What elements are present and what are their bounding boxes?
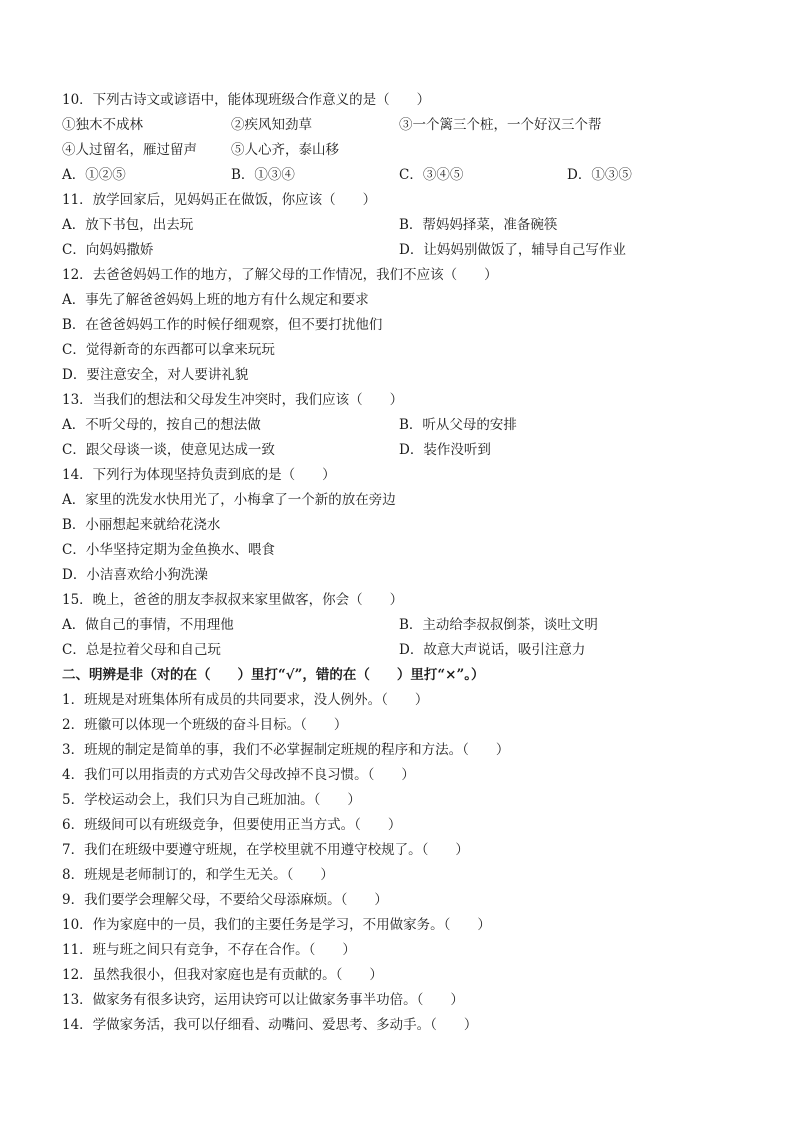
section-2-title: 二、明辨是非（对的在（ ）里打“√”，错的在（ ）里打“×”。） (62, 667, 485, 683)
question-14-stem: 14．下列行为体现坚持负责到底的是（ ） (62, 467, 336, 483)
tf-item-8: 8．班规是老师制订的，和学生无关。（ ） (62, 867, 334, 883)
question-12-option-b: B．在爸爸妈妈工作的时候仔细观察，但不要打扰他们 (62, 317, 383, 333)
tf-item-3: 3．班规的制定是简单的事，我们不必掌握制定班规的程序和方法。（ ） (62, 742, 510, 758)
question-10-option-d: D．①③⑤ (567, 167, 632, 183)
question-14-option-d: D．小洁喜欢给小狗洗澡 (62, 567, 208, 583)
question-10-items-row-1 (62, 113, 742, 138)
question-10-item-4: ④人过留名，雁过留声 (62, 142, 197, 158)
tf-item-9: 9．我们要学会理解父母，不要给父母添麻烦。（ ） (62, 892, 388, 908)
question-15-option-a: A．做自己的事情，不用理他 (62, 617, 234, 633)
question-10-item-1: ①独木不成林 (62, 117, 143, 133)
tf-item-13: 13．做家务有很多诀窍，运用诀窍可以让做家务事半功倍。（ ） (62, 992, 464, 1008)
tf-item-6: 6．班级间可以有班级竞争，但要使用正当方式。（ ） (62, 817, 402, 833)
tf-item-7: 7．我们在班级中要遵守班规，在学校里就不用遵守校规了。（ ） (62, 842, 469, 858)
question-13-option-d: D．装作没听到 (399, 442, 491, 458)
question-11-option-a: A．放下书包，出去玩 (62, 217, 194, 233)
question-12-option-c: C．觉得新奇的东西都可以拿来玩玩 (62, 342, 275, 358)
question-11-option-d: D．让妈妈别做饭了，辅导自己写作业 (399, 242, 626, 258)
question-12-option-a: A．事先了解爸爸妈妈上班的地方有什么规定和要求 (62, 292, 369, 308)
question-13-options-row-1 (62, 413, 742, 438)
tf-item-12: 12．虽然我很小，但我对家庭也是有贡献的。（ ） (62, 967, 383, 983)
question-15-options-row-1 (62, 613, 742, 638)
tf-item-4: 4．我们可以用指责的方式劝告父母改掉不良习惯。（ ） (62, 767, 415, 783)
question-14-option-b: B．小丽想起来就给花浇水 (62, 517, 221, 533)
question-15-stem: 15．晚上，爸爸的朋友李叔叔来家里做客，你会（ ） (62, 592, 404, 608)
question-10-option-b: B．①③④ (231, 167, 295, 183)
question-11-stem: 11．放学回家后，见妈妈正在做饭，你应该（ ） (62, 192, 377, 208)
tf-item-14: 14．学做家务活，我可以仔细看、动嘴问、爱思考、多动手。（ ） (62, 1017, 478, 1033)
tf-item-11: 11．班与班之间只有竞争，不存在合作。（ ） (62, 942, 356, 958)
question-13-option-c: C．跟父母谈一谈，使意见达成一致 (62, 442, 275, 458)
question-11-option-b: B．帮妈妈择菜，准备碗筷 (399, 217, 558, 233)
question-10-options (62, 163, 742, 188)
question-12-stem: 12．去爸爸妈妈工作的地方，了解父母的工作情况，我们不应该（ ） (62, 267, 498, 283)
question-10-stem: 10．下列古诗文或谚语中，能体现班级合作意义的是（ ） (62, 92, 431, 108)
question-11-options-row-1 (62, 213, 742, 238)
worksheet-page (62, 88, 742, 1038)
question-10-option-a: A．①②⑤ (62, 167, 126, 183)
question-11-option-c: C．向妈妈撒娇 (62, 242, 154, 258)
question-11-options-row-2 (62, 238, 742, 263)
question-15-option-b: B．主动给李叔叔倒茶，谈吐文明 (399, 617, 598, 633)
question-10-item-3: ③一个篱三个桩，一个好汉三个帮 (399, 117, 602, 133)
question-12-option-d: D．要注意安全，对人要讲礼貌 (62, 367, 249, 383)
question-10-option-c: C．③④⑤ (399, 167, 464, 183)
tf-item-10: 10．作为家庭中的一员，我们的主要任务是学习，不用做家务。（ ） (62, 917, 491, 933)
question-15-options-row-2 (62, 638, 742, 663)
question-14-option-a: A．家里的洗发水快用光了，小梅拿了一个新的放在旁边 (62, 492, 396, 508)
question-10-item-2: ②疾风知劲草 (231, 117, 312, 133)
question-13-option-b: B．听从父母的安排 (399, 417, 517, 433)
question-14-option-c: C．小华坚持定期为金鱼换水、喂食 (62, 542, 275, 558)
question-15-option-d: D．故意大声说话，吸引注意力 (399, 642, 586, 658)
question-10-item-5: ⑤人心齐，泰山移 (231, 142, 339, 158)
question-13-option-a: A．不听父母的，按自己的想法做 (62, 417, 261, 433)
question-13-stem: 13．当我们的想法和父母发生冲突时，我们应该（ ） (62, 392, 404, 408)
question-15-option-c: C．总是拉着父母和自己玩 (62, 642, 221, 658)
tf-item-1: 1．班规是对班集体所有成员的共同要求，没人例外。（ ） (62, 692, 429, 708)
tf-item-5: 5．学校运动会上，我们只为自己班加油。（ ） (62, 792, 361, 808)
question-13-options-row-2 (62, 438, 742, 463)
question-10-items-row-2 (62, 138, 742, 163)
tf-item-2: 2．班徽可以体现一个班级的奋斗目标。（ ） (62, 717, 348, 733)
